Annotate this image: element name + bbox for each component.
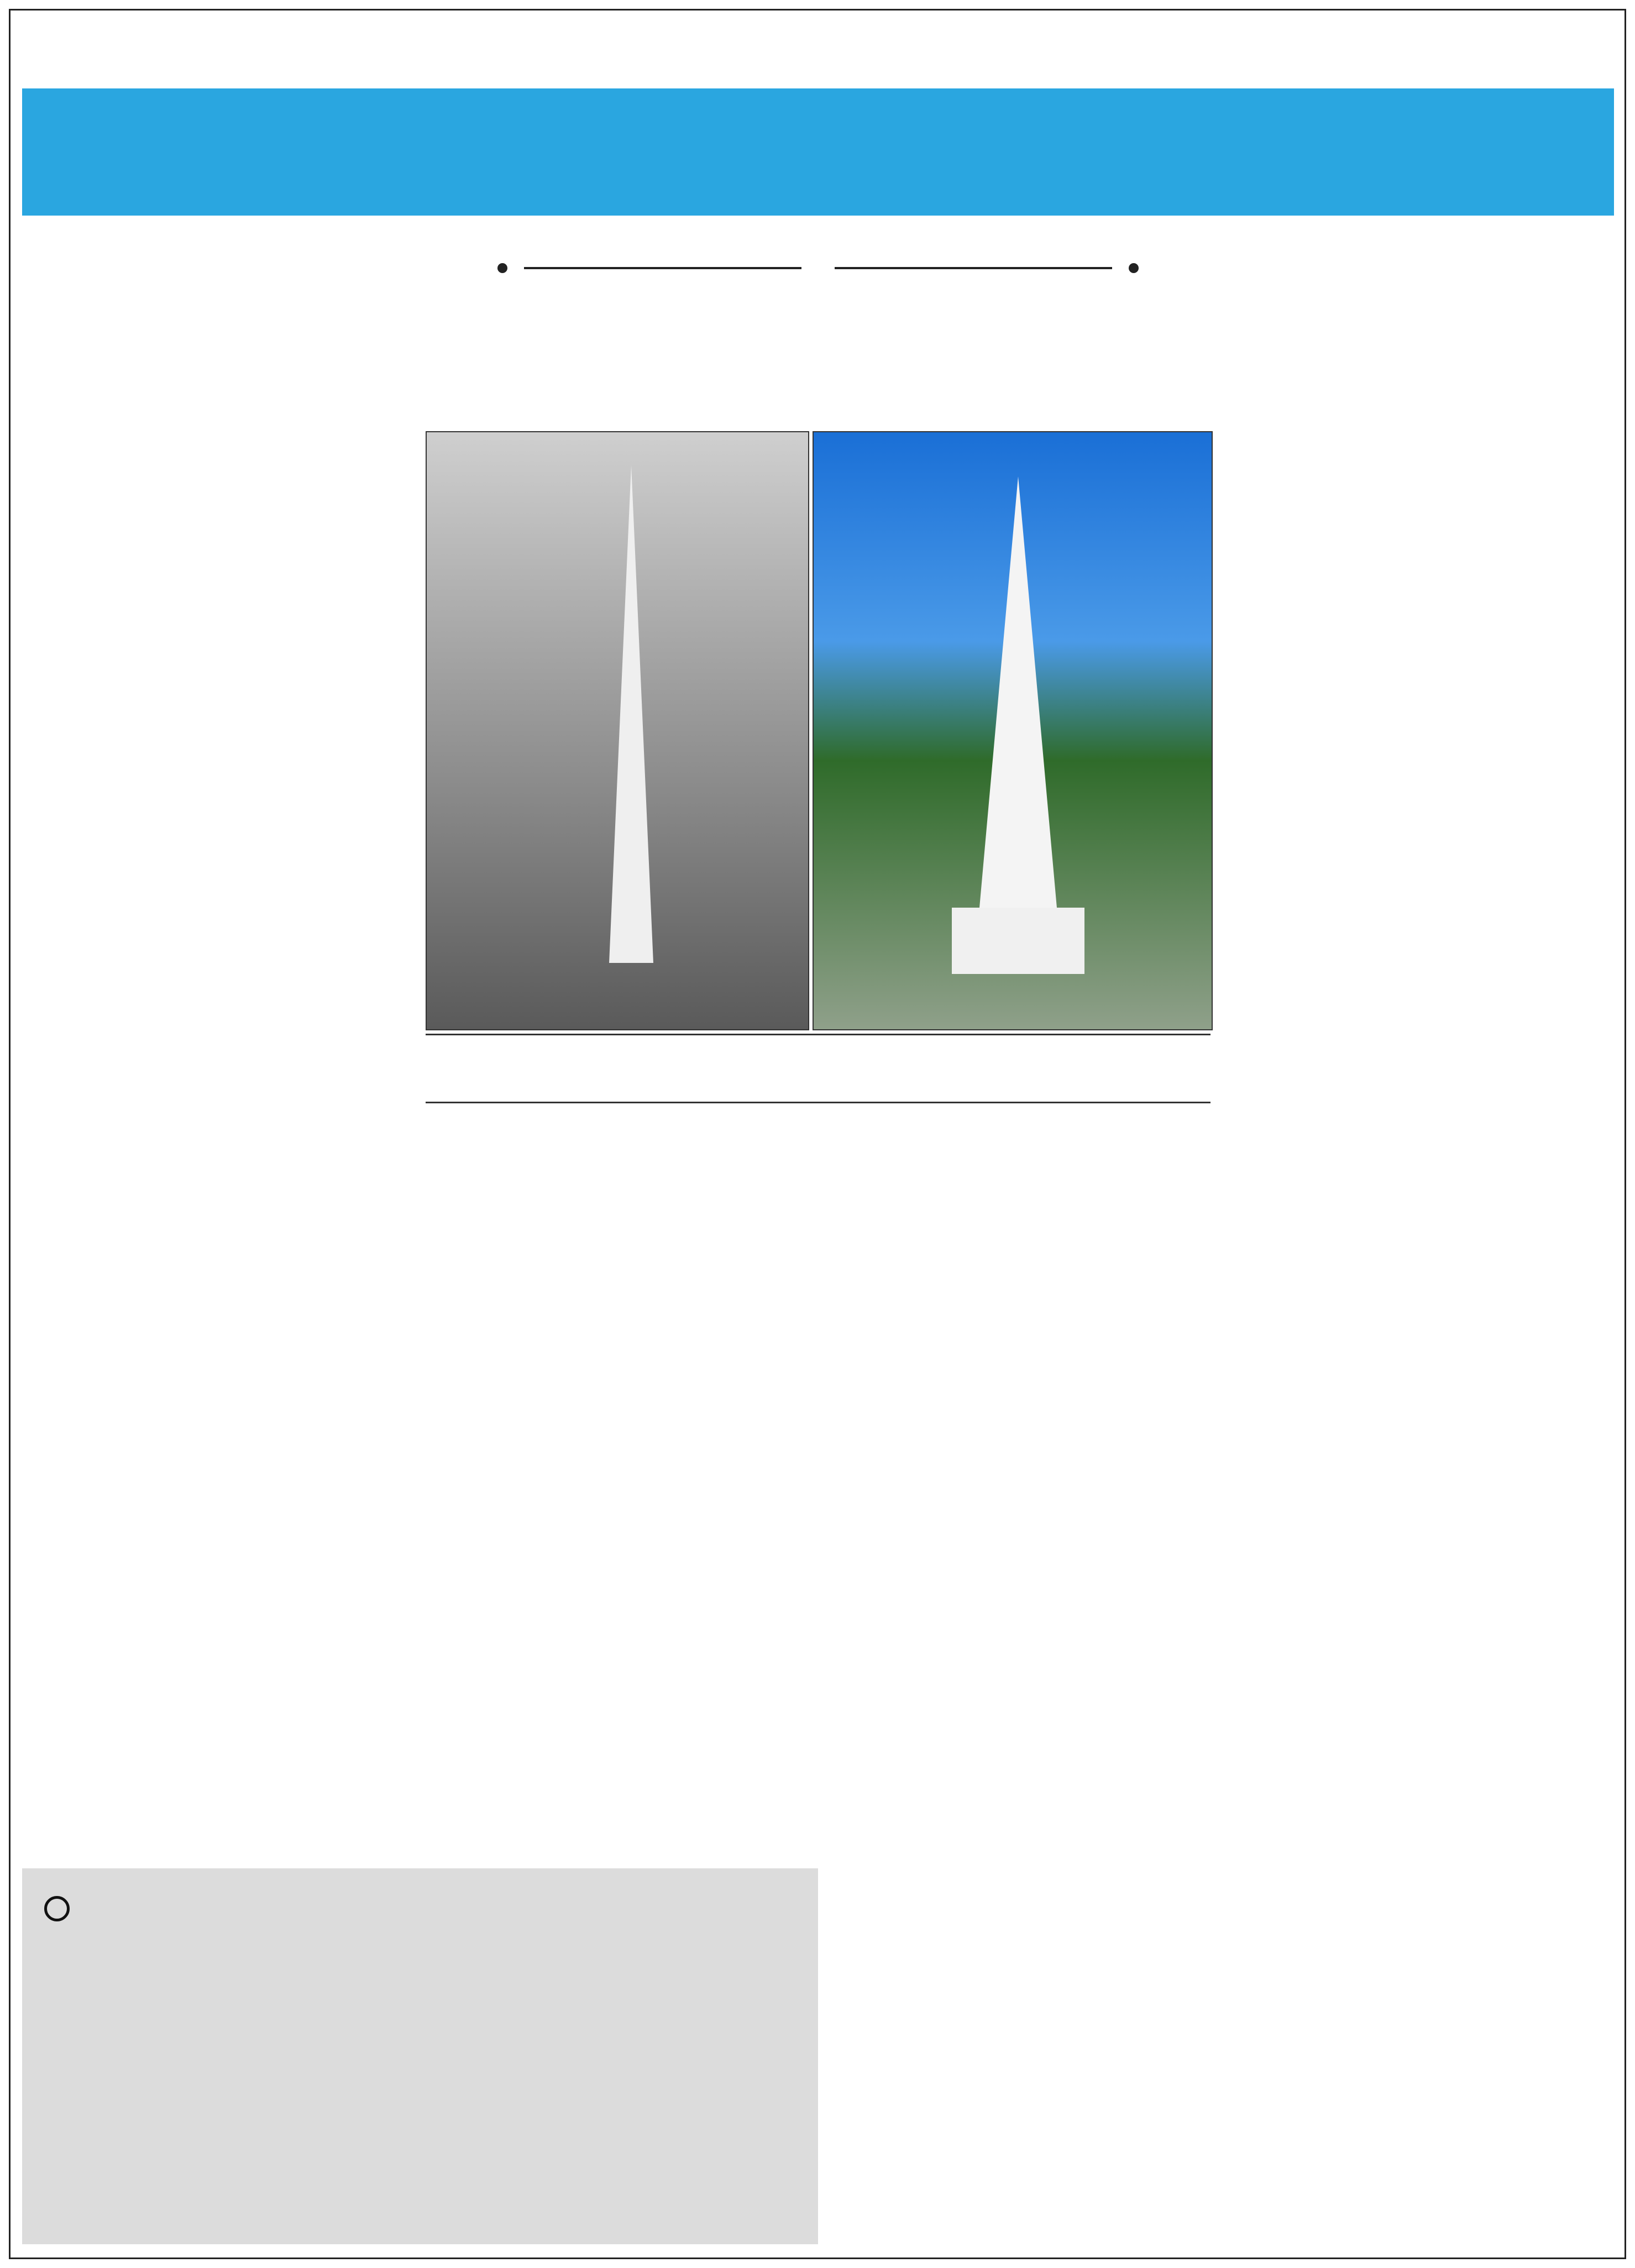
bullet-circle-icon — [44, 1896, 70, 1921]
historic-photo-obelisk — [426, 431, 809, 1030]
obelisk-shape — [609, 465, 653, 963]
headline-banner — [22, 88, 1614, 216]
pull-quote — [22, 1868, 818, 2244]
kicker-line — [33, 22, 1603, 66]
byline-dot-left — [497, 263, 507, 273]
modern-photo-obelisk — [813, 431, 1213, 1030]
intro-paragraph — [33, 310, 1603, 431]
byline-rule-left — [524, 267, 801, 269]
article-column-4 — [1227, 442, 1603, 2145]
byline-rule-right — [835, 267, 1112, 269]
article-column-2 — [431, 1050, 807, 1857]
obelisk-plinth — [952, 908, 1084, 974]
byline-dot-right — [1129, 263, 1139, 273]
article-column-1 — [33, 442, 409, 2045]
byline — [497, 243, 1139, 293]
sign-off — [1437, 2200, 1603, 2239]
article-column-3 — [829, 1050, 1205, 2189]
obelisk-shape — [979, 476, 1057, 908]
